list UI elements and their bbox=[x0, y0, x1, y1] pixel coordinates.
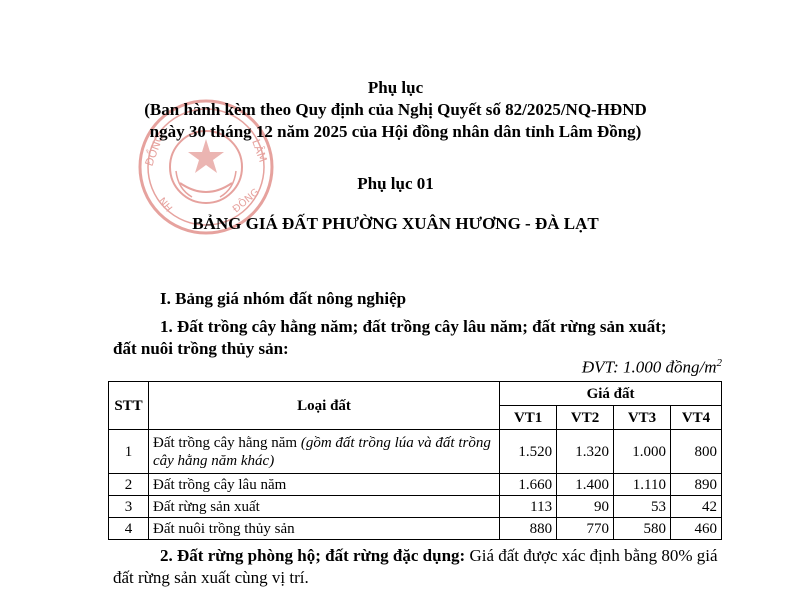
subsection-heading-line1: 1. Đất trồng cây hằng năm; đất trồng cây lâu năm; đất rừng sản xuất; bbox=[160, 317, 667, 336]
col-header-vt3: VT3 bbox=[614, 406, 671, 430]
cell-vt4: 800 bbox=[671, 430, 722, 474]
unit-label: ĐVT: 1.000 đồng/$m^2$ bbox=[581, 357, 722, 377]
cell-vt3: 580 bbox=[614, 518, 671, 540]
cell-land-type: Đất nuôi trồng thủy sản bbox=[148, 518, 499, 540]
cell-land-type: Đất rừng sản xuất bbox=[148, 496, 499, 518]
cell-land-type-note: (gồm đất trồng lúa và đất trồng cây hằng năm khác) bbox=[152, 434, 491, 469]
cell-land-type: Đất trồng cây lâu năm bbox=[148, 474, 499, 496]
subsection-2-paragraph bbox=[113, 545, 725, 589]
cell-vt4: 42 bbox=[671, 496, 722, 518]
cell-vt1: 880 bbox=[500, 518, 557, 540]
col-header-vt4: VT4 bbox=[671, 406, 722, 430]
appendix-subtitle-line1: (Ban hành kèm theo Quy định của Nghị Quyết số 82/2025/NQ-HĐND bbox=[144, 100, 647, 119]
col-header-vt2: VT2 bbox=[557, 406, 614, 430]
table-row bbox=[109, 518, 722, 540]
section-heading: I. Bảng giá nhóm đất nông nghiệp bbox=[160, 289, 407, 308]
cell-land-type: Đất trồng cây hằng năm (gồm đất trồng lúa và đất trồng cây hằng năm khác) bbox=[148, 430, 499, 474]
seal-text-right: LÂM bbox=[249, 137, 270, 165]
appendix-number: Phụ lục 01 bbox=[357, 174, 434, 193]
table-row bbox=[109, 430, 722, 474]
col-header-stt: STT bbox=[109, 382, 149, 430]
col-header-vt1: VT1 bbox=[500, 406, 557, 430]
col-header-price: Giá đất bbox=[500, 382, 722, 406]
cell-stt: 2 bbox=[109, 474, 149, 496]
subsection-2-heading: 2. Đất rừng phòng hộ; đất rừng đặc dụng: bbox=[160, 546, 466, 565]
seal-text-bottom-left: NH bbox=[155, 195, 174, 215]
cell-vt3: 1.110 bbox=[614, 474, 671, 496]
cell-vt2: 1.400 bbox=[557, 474, 614, 496]
table-row bbox=[109, 474, 722, 496]
cell-vt2: 770 bbox=[557, 518, 614, 540]
cell-vt4: 460 bbox=[671, 518, 722, 540]
cell-vt1: 1.660 bbox=[500, 474, 557, 496]
cell-stt: 3 bbox=[109, 496, 149, 518]
table-row bbox=[109, 496, 722, 518]
price-table bbox=[108, 381, 722, 540]
subsection-2-text: Giá đất được xác định bằng 80% giá đất rừng sản xuất cùng vị trí. bbox=[113, 546, 718, 587]
cell-vt2: 1.320 bbox=[557, 430, 614, 474]
cell-vt3: 53 bbox=[614, 496, 671, 518]
cell-vt4: 890 bbox=[671, 474, 722, 496]
appendix-heading: Phụ lục bbox=[367, 78, 424, 97]
cell-stt: 4 bbox=[109, 518, 149, 540]
cell-vt2: 90 bbox=[557, 496, 614, 518]
cell-vt1: 1.520 bbox=[500, 430, 557, 474]
cell-vt3: 1.000 bbox=[614, 430, 671, 474]
cell-vt1: 113 bbox=[500, 496, 557, 518]
seal-text-left: ĐỒNG bbox=[142, 131, 167, 169]
table-title: BẢNG GIÁ ĐẤT PHƯỜNG XUÂN HƯƠNG - ĐÀ LẠT bbox=[192, 214, 599, 233]
subsection-heading-line2: đất nuôi trồng thủy sản: bbox=[113, 339, 289, 358]
col-header-land-type: Loại đất bbox=[148, 382, 499, 430]
cell-stt: 1 bbox=[109, 430, 149, 474]
appendix-subtitle-line2: ngày 30 tháng 12 năm 2025 của Hội đồng nhân dân tỉnh Lâm Đồng) bbox=[149, 122, 642, 141]
seal-text-bottom: ĐÔNG bbox=[230, 187, 262, 216]
